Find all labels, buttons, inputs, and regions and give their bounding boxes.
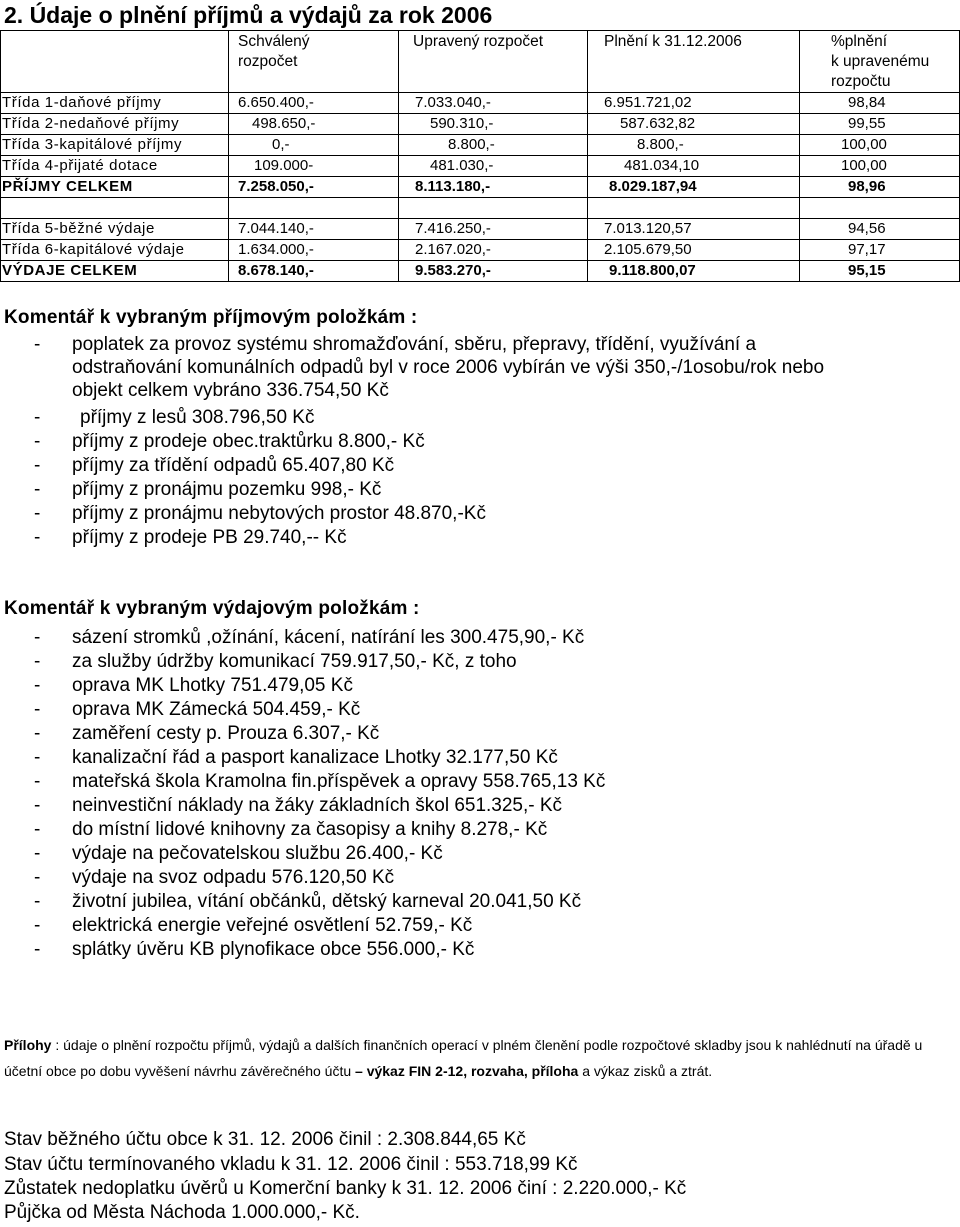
attachments-text: : údaje o plnění rozpočtu příjmů, výdajů a dalších finančních operací v plném členění podle rozpočtové skladby jsou k nahlédnutí na úřadě u účetní obce po dobu vyvěšení návrhu závěrečného účtu <box>4 1037 923 1079</box>
list-item-text: příjmy z pronájmu nebytových prostor 48.870,-Kč <box>72 503 486 524</box>
expense-comment-title: Komentář k vybraným výdajovým položkám : <box>4 598 420 619</box>
bullet-dash: - <box>34 699 41 720</box>
list-item-text: životní jubilea, vítání občánků, dětský karneval 20.041,50 Kč <box>72 891 582 912</box>
cell-schvaleny: 109.000- <box>254 157 314 174</box>
table-rule <box>0 134 960 135</box>
list-item-continuation: objekt celkem vybráno 336.754,50 Kč <box>72 380 389 401</box>
list-item-text: za služby údržby komunikací 759.917,50,- Kč, z toho <box>72 651 517 672</box>
cell-plneni: 6.951.721,02 <box>604 94 692 111</box>
balance-line: Stav běžného účtu obce k 31. 12. 2006 činil : 2.308.844,65 Kč <box>4 1129 526 1150</box>
header-upraveny: Upravený rozpočet <box>413 33 544 50</box>
list-item-text: mateřská škola Kramolna fin.příspěvek a opravy 558.765,13 Kč <box>72 771 606 792</box>
bullet-dash: - <box>34 675 41 696</box>
list-item-text: výdaje na svoz odpadu 576.120,50 Kč <box>72 867 395 888</box>
list-item-text: příjmy z pronájmu pozemku 998,- Kč <box>72 479 382 500</box>
list-item-text: splátky úvěru KB plynofikace obce 556.000,- Kč <box>72 939 475 960</box>
cell-procento: 94,56 <box>848 220 886 237</box>
cell-schvaleny: 7.044.140,- <box>238 220 314 237</box>
income-comment-title: Komentář k vybraným příjmovým položkám : <box>4 307 418 328</box>
list-item-text: oprava MK Lhotky 751.479,05 Kč <box>72 675 353 696</box>
header-schvaleny-line2: rozpočet <box>238 53 298 70</box>
cell-upraveny: 481.030,- <box>430 157 494 174</box>
header-plneni: Plnění k 31.12.2006 <box>604 33 742 50</box>
table-rule <box>0 260 960 261</box>
list-item-text: elektrická energie veřejné osvětlení 52.759,- Kč <box>72 915 473 936</box>
balance-line: Půjčka od Města Náchoda 1.000.000,- Kč. <box>4 1202 360 1223</box>
row-label: Třída 6-kapitálové výdaje <box>2 241 185 258</box>
table-rule <box>0 176 960 177</box>
cell-upraveny: 7.416.250,- <box>415 220 491 237</box>
table-col-divider <box>398 30 399 282</box>
row-label: Třída 5-běžné výdaje <box>2 220 155 237</box>
table-rule <box>0 218 960 219</box>
bullet-dash: - <box>34 455 41 476</box>
row-label-total: VÝDAJE CELKEM <box>2 262 138 279</box>
list-item-text: neinvestiční náklady na žáky základních škol 651.325,- Kč <box>72 795 563 816</box>
attachments-label: Přílohy <box>4 1037 52 1053</box>
bullet-dash: - <box>34 407 41 428</box>
bullet-dash: - <box>34 891 41 912</box>
list-item-text: poplatek za provoz systému shromažďování, sběru, přepravy, třídění, využívání a <box>72 334 757 355</box>
cell-schvaleny: 7.258.050,- <box>238 178 314 195</box>
list-item-text: do místní lidové knihovny za časopisy a knihy 8.278,- Kč <box>72 819 548 840</box>
budget-table <box>0 30 960 282</box>
table-border-left <box>0 30 1 282</box>
cell-plneni: 7.013.120,57 <box>604 220 692 237</box>
cell-upraveny: 9.583.270,- <box>415 262 491 279</box>
cell-procento: 99,55 <box>848 115 886 132</box>
header-procento-line1: %plnění <box>831 33 888 50</box>
cell-upraveny: 7.033.040,- <box>415 94 491 111</box>
table-col-divider <box>228 30 229 282</box>
bullet-dash: - <box>34 334 41 355</box>
bullet-dash: - <box>34 819 41 840</box>
list-item-text: příjmy z prodeje PB 29.740,-- Kč <box>72 527 347 548</box>
bullet-dash: - <box>34 723 41 744</box>
list-item-text: zaměření cesty p. Prouza 6.307,- Kč <box>72 723 380 744</box>
row-label-total: PŘÍJMY CELKEM <box>2 178 133 195</box>
cell-plneni: 481.034,10 <box>624 157 700 174</box>
cell-plneni: 587.632,82 <box>620 115 696 132</box>
row-label: Třída 1-daňové příjmy <box>2 94 162 111</box>
row-label: Třída 2-nedaňové příjmy <box>2 115 180 132</box>
table-rule <box>0 155 960 156</box>
table-rule <box>0 239 960 240</box>
bullet-dash: - <box>34 627 41 648</box>
list-item-text: příjmy z lesů 308.796,50 Kč <box>80 407 315 428</box>
cell-procento: 97,17 <box>848 241 886 258</box>
attachments-note <box>4 1032 954 1084</box>
table-col-divider <box>799 30 800 282</box>
cell-procento: 95,15 <box>848 262 886 279</box>
bullet-dash: - <box>34 843 41 864</box>
cell-plneni: 2.105.679,50 <box>604 241 692 258</box>
header-schvaleny-line1: Schválený <box>238 33 310 50</box>
cell-upraveny: 590.310,- <box>430 115 494 132</box>
table-rule <box>0 281 960 282</box>
cell-schvaleny: 6.650.400,- <box>238 94 314 111</box>
table-rule <box>0 92 960 93</box>
cell-upraveny: 8.800,- <box>448 136 495 153</box>
list-item-text: oprava MK Zámecká 504.459,- Kč <box>72 699 361 720</box>
bullet-dash: - <box>34 651 41 672</box>
cell-upraveny: 8.113.180,- <box>415 178 491 195</box>
attachments-text-end: a výkaz zisků a ztrát. <box>578 1063 713 1079</box>
cell-procento: 98,96 <box>848 178 886 195</box>
balance-line: Stav účtu termínovaného vkladu k 31. 12. 2006 činil : 553.718,99 Kč <box>4 1154 578 1175</box>
list-item-text: výdaje na pečovatelskou službu 26.400,- Kč <box>72 843 443 864</box>
table-col-divider <box>587 30 588 282</box>
header-procento-line2: k upravenému <box>831 53 930 70</box>
bullet-dash: - <box>34 527 41 548</box>
bullet-dash: - <box>34 431 41 452</box>
list-item-text: příjmy za třídění odpadů 65.407,80 Kč <box>72 455 395 476</box>
page-title: 2. Údaje o plnění příjmů a výdajů za rok 2006 <box>4 2 493 28</box>
bullet-dash: - <box>34 867 41 888</box>
table-rule <box>0 197 960 198</box>
bullet-dash: - <box>34 795 41 816</box>
list-item-continuation: odstraňování komunálních odpadů byl v roce 2006 vybírán ve výši 350,-/1osobu/rok nebo <box>72 357 825 378</box>
list-item-text: kanalizační řád a pasport kanalizace Lhotky 32.177,50 Kč <box>72 747 558 768</box>
cell-plneni: 8.029.187,94 <box>609 178 697 195</box>
list-item-text: příjmy z prodeje obec.traktůrku 8.800,- Kč <box>72 431 425 452</box>
cell-procento: 100,00 <box>841 136 887 153</box>
row-label: Třída 3-kapitálové příjmy <box>2 136 183 153</box>
cell-schvaleny: 8.678.140,- <box>238 262 314 279</box>
table-rule <box>0 113 960 114</box>
list-item-text: sázení stromků ,ožínání, kácení, natírání les 300.475,90,- Kč <box>72 627 585 648</box>
cell-plneni: 9.118.800,07 <box>609 262 696 279</box>
cell-upraveny: 2.167.020,- <box>415 241 491 258</box>
bullet-dash: - <box>34 771 41 792</box>
bullet-dash: - <box>34 503 41 524</box>
cell-plneni: 8.800,- <box>637 136 684 153</box>
bullet-dash: - <box>34 939 41 960</box>
bullet-dash: - <box>34 915 41 936</box>
bullet-dash: - <box>34 747 41 768</box>
row-label: Třída 4-přijaté dotace <box>2 157 158 174</box>
cell-procento: 98,84 <box>848 94 886 111</box>
balance-line: Zůstatek nedoplatku úvěrů u Komerční banky k 31. 12. 2006 činí : 2.220.000,- Kč <box>4 1178 687 1199</box>
cell-procento: 100,00 <box>841 157 887 174</box>
cell-schvaleny: 1.634.000,- <box>238 241 314 258</box>
attachments-emphasis: – výkaz FIN 2-12, rozvaha, příloha <box>355 1063 579 1079</box>
header-procento-line3: rozpočtu <box>831 73 891 90</box>
cell-schvaleny: 0,- <box>272 136 290 153</box>
bullet-dash: - <box>34 479 41 500</box>
cell-schvaleny: 498.650,- <box>252 115 316 132</box>
